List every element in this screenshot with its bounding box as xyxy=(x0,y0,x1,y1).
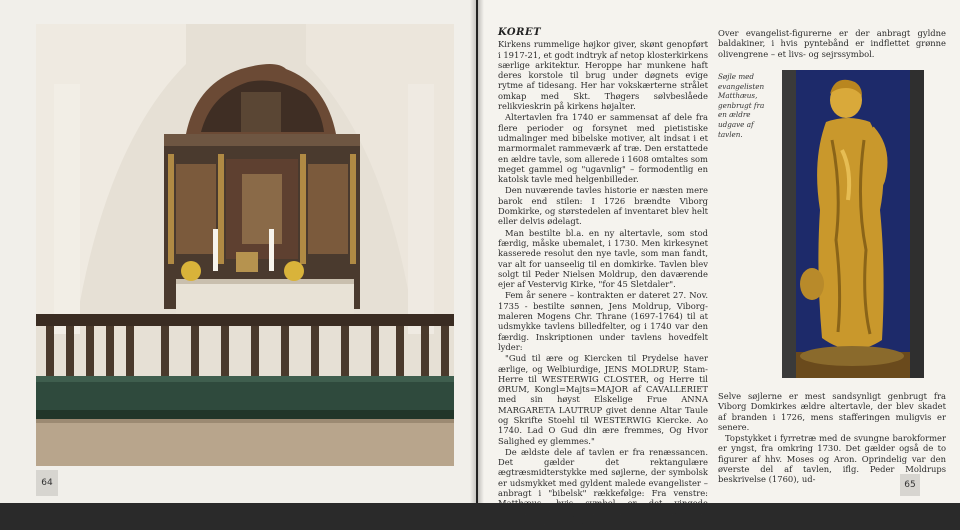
paragraph: Fem år senere – kontrakten er dateret 27. Nov. 1735 - bestilte sønnen, Jens Moldrup, Viborg-maleren Mogens Chr. Thrane (1697-1764) til at udsmykke tavlens billedfelter, og i 1740 var den færdig. Inskriptionen under tavlens hovedfelt lyder: xyxy=(498,290,708,352)
paragraph: Topstykket i fyrretræ med de svungne barokformer er yngst, fra omkring 1730. Det gælder også de to figurer af hhv. Moses og Aron. Oprindelig var den øverste del af tavlen, iflg. Peder Moldrups beskrivelse (1760), ud- xyxy=(718,433,946,485)
text-column-1 xyxy=(498,28,708,530)
page-number-left: 64 xyxy=(36,470,58,496)
inscription-quote: "Gud til ære og Kiercken til Prydelse haver ærlige, og Welbiurdige, JENS MOLDRUP, Stam-Herre til WESTERWIG CLOSTER, og Herre til ØRUM, Kongl=Majts=MAJOR af CAVALLERIET med sin høyst Elskelige Frue ANNA MARGARETA LAUTRUP givet denne Altar Taule og Skrifte Stoehl til WESTERWIG Kiercke. Ao 1740. Lad O Gud din ære fremmes, Og Hvor Salighed ey glemmes." xyxy=(498,353,708,446)
paragraph: Den nuværende tavles historie er næsten mere barok end stilen: I 1726 brændte Viborg Domkirke, og størstedelen af inventaret blev helt eller delvis ødelagt. xyxy=(498,185,708,227)
paragraph: Over evangelist-figurerne er der anbragt gyldne baldakiner, i hvis pyntebånd er indflettet grønne olivengrene – et livs- og sejrssymbol. xyxy=(718,28,946,59)
altar-photo xyxy=(36,24,454,466)
paragraph: Altertavlen fra 1740 er sammensat af dele fra flere perioder og forsynet med pietistiske udmalinger med bibelske motiver, alt indsat i et marmormalet rammeværk af træ. Den erstattede en ældre tavle, som allerede i 1608 omtaltes som meget gammel og "ugavnlig" – formodentlig en katolsk tavle med helgenbilleder. xyxy=(498,112,708,185)
paragraph: De ældste dele af tavlen er fra renæssancen. Det gælder det rektangulære ægtræsmidterstykke med søjlerne, der symbolsk er udsmykket med gyldent malede evangelister – anbragt i "bibelsk" rækkefølge: Fra venstre: Matthæus, hvis symbol er det vingede menneske, Markus med løve, Lukas med oksen og Johannes med ørnen. xyxy=(498,446,708,529)
section-heading: KORET xyxy=(498,27,542,38)
book-gutter xyxy=(470,0,484,503)
paragraph: Kirkens rummelige højkor giver, skønt genopført i 1917-21, et godt indtryk af netop klosterkirkens særlige arkitektur. Heroppe har munkene haft deres korstole til brug under døgnets evige rytme af tidesang. Her har vokskærterne strålet omkap med Skt. Thøgers sølvbeslåede relikvieskrin på kirkens højalter. xyxy=(498,39,708,112)
paragraph: Selve søjlerne er mest sandsynligt genbrugt fra Viborg Domkirkes ældre altertavle, der blev skadet af branden i 1726, mens stafferingen muligvis er senere. xyxy=(718,391,946,432)
figure-caption: Søjle med evangelisten Matthæus, genbrugt fra en ældre udgave af tavlen. xyxy=(718,72,765,139)
paragraph: Man bestilte bl.a. en ny altertavle, som stod færdig, måske ubemalet, i 1730. Men kirkesynet kasserede resolut den nye tavle, som man fandt, var alt for uanseelig til en domkirke. Tavlen blev solgt til Peder Nielsen Moldrup, den daværende ejer af Vestervig Kirke, "for 45 Sletdaler". xyxy=(498,227,708,290)
matthew-figure-illustration xyxy=(782,70,924,378)
left-page xyxy=(0,0,476,503)
right-page xyxy=(478,0,960,529)
page-number-right: 65 xyxy=(900,474,920,496)
text-column-2-top xyxy=(718,28,946,60)
altar-illustration xyxy=(36,24,454,466)
matthew-pillar-painting xyxy=(782,70,924,378)
text-column-2-bottom xyxy=(718,391,946,486)
